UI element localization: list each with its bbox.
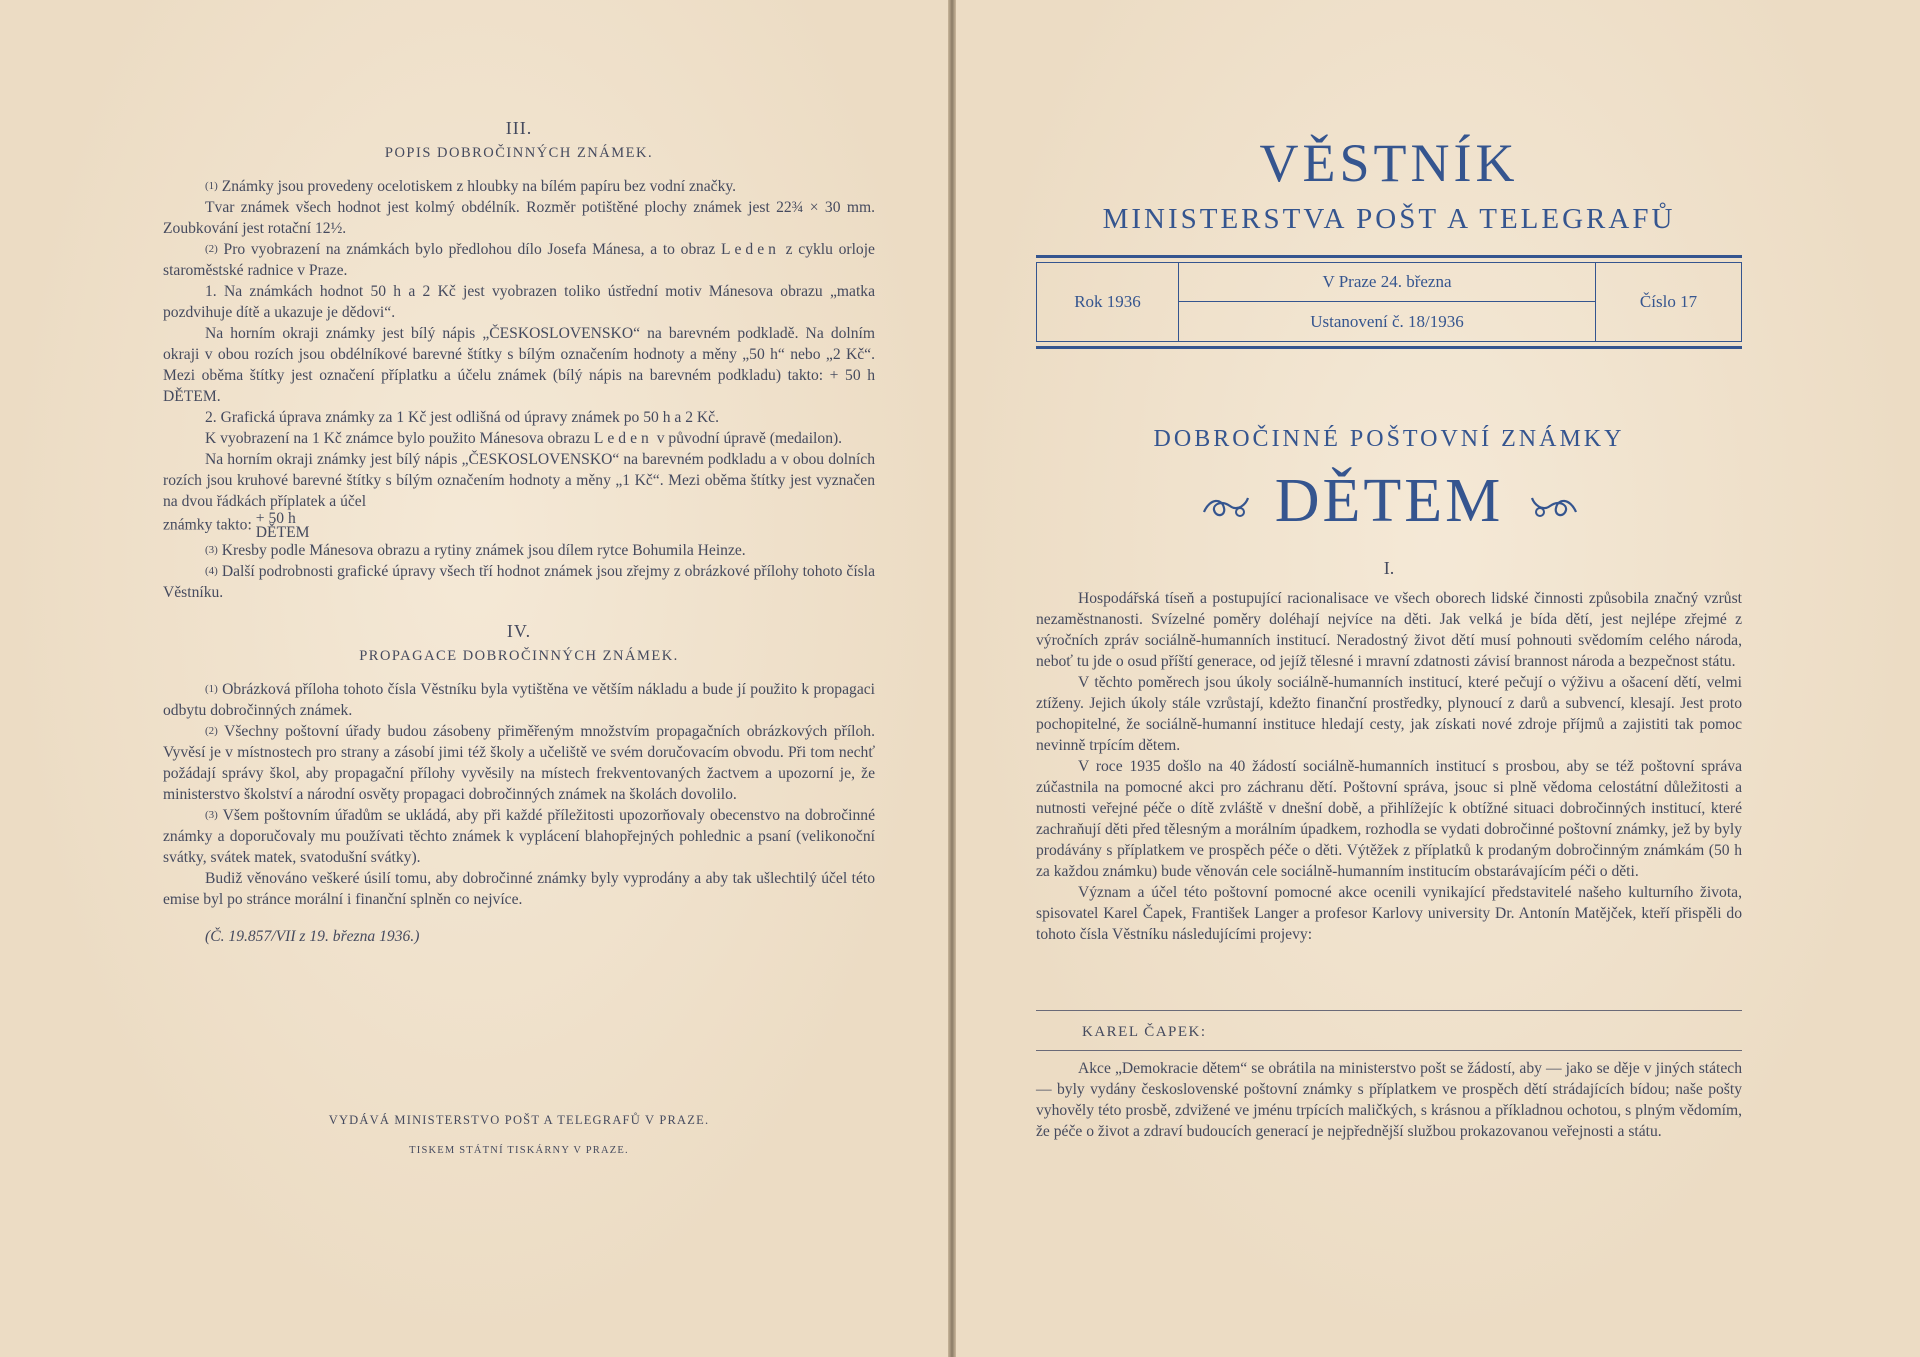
publisher-imprint: VYDÁVÁ MINISTERSTVO POŠT A TELEGRAFŮ V PRAZE. <box>328 1113 710 1127</box>
paragraph: (4) Další podrobnosti grafické úpravy všech tří hodnot známek jsou zřejmy z obrázkové přílohy tohoto čísla Věstníku. <box>163 563 875 601</box>
paragraph: (3) Všem poštovním úřadům se ukládá, aby při každé příležitosti upozorňovaly obecenstvo na dobročinné známky a doporučovaly mu používati těchto známek k vyplácení blahopřejných pohlednic a psaní (velikonoční svátky, svátek matek, svatodušní svátky). <box>163 807 875 866</box>
paragraph: V těchto poměrech jsou úkoly sociálně-humanních institucí, které pečují o výživu a ošacení dětí, velmi ztíženy. Jejich úkoly stále vzrůstají, kdežto finanční prostředky, plynoucí z darů a subvencí, klesají. Jest proto pochopitelné, že sociálně-humanní instituce hledají cesty, jak získati nové zdroje příjmů a zajistiti tak pomoc nevinně trpícím dětem. <box>1036 674 1742 754</box>
reference-number: (Č. 19.857/VII z 19. března 1936.) <box>205 928 420 945</box>
document-heading: DĚTEM <box>1274 467 1504 535</box>
document-title: DOBROČINNÉ POŠTOVNÍ ZNÁMKY <box>1153 426 1625 452</box>
paragraph: Tvar známek všech hodnot jest kolmý obdélník. Rozměr potištěné plochy známek jest 22¾ × 30 mm. Zoubkování jest rotační 12½. <box>163 199 875 237</box>
section-4-number: IV. <box>506 621 532 641</box>
paragraph: (1) Známky jsou provedeny ocelotiskem z hloubky na bílém papíru bez vodní značky. <box>205 178 737 195</box>
paragraph: Hospodářská tíseň a postupující racionalisace ve všech oborech lidské činnosti způsobila značný vzrůst nezaměstnanosti. Svízelné poměry doléhají nejvíce na děti. Jak velká je bída dětí, jest nejlépe zřejmé z výročních zpráv sociálně-humanních institucí. Neradostný život dětí musí pohnouti svědomím celého národa, neboť tu jde o osud příští generace, od jejíž tělesné i mravní zdatnosti závisí brannost národa a bezpečnost státu. <box>1036 590 1742 670</box>
paragraph: Budiž věnováno veškeré úsilí tomu, aby dobročinné známky byly vyprodány a aby tak ušlechtilý účel této emise byl po stránce morální i finanční splněn co nejvíce. <box>163 870 875 908</box>
paragraph: K vyobrazení na 1 Kč známce bylo použito Mánesova obrazu Leden v původní úpravě (medailon). <box>205 430 843 447</box>
issue-year: Rok 1936 <box>1037 263 1179 341</box>
paragraph: Akce „Demokracie dětem“ se obrátila na ministerstvo pošt se žádostí, aby — jako se děje v jiných státech — byly vydány československé poštovní známky s příplatkem ve prospěch dětí strádajících bídou; naše pošty vyhověly této prosbě, zdvižené ve jménu trpících maličkých, s krásnou a příkladnou ochotou, s plným vědomím, že péče o život a zdraví budoucích generací je nejpřednější službou prokazovanou veřejnosti a státu. <box>1036 1060 1742 1140</box>
masthead-title: VĚSTNÍK <box>1259 133 1519 193</box>
section-4-title: PROPAGACE DOBROČINNÝCH ZNÁMEK. <box>359 648 679 664</box>
issue-number: Číslo 17 <box>1595 263 1741 341</box>
paragraph: Na horním okraji známky jest bílý nápis „ČESKOSLOVENSKO“ na barevném podkladu a v obou dolních rozích jsou kruhové barevné štítky s bílým označením hodnoty a měny „1 Kč“. Mezi oběma štítky jest vyznačen na dvou řádkách příplatek a účel <box>163 451 875 510</box>
page-fold <box>948 0 956 1357</box>
masthead-subtitle: MINISTERSTVA POŠT A TELEGRAFŮ <box>1102 203 1676 235</box>
paragraph: (3) Kresby podle Mánesova obrazu a rytiny známek jsou dílem rytce Bohumila Heinze. <box>205 542 746 559</box>
section-3-number: III. <box>505 118 533 138</box>
section-1-body <box>1036 588 1742 945</box>
right-ornament-icon <box>1528 490 1580 520</box>
paragraph: Na horním okraji známky jest bílý nápis „ČESKOSLOVENSKO“ na barevném podkladě. Na dolním okraji v obou rozích jsou obdélníkové barevné štítky s bílým označením hodnoty a měny „50 h“ nebo „2 Kč“. Mezi oběma štítky jest označení příplatku a účelu známek (bílý nápis na barevném podkladu) takto: + 50 h DĚTEM. <box>163 325 875 405</box>
regulation-number: Ustanovení č. 18/1936 <box>1310 311 1464 331</box>
paragraph: 1. Na známkách hodnot 50 h a 2 Kč jest vyobrazen toliko ústřední motiv Mánesova obrazu „matka pozdvihuje dítě a ukazuje je dědovi“. <box>163 283 875 321</box>
paragraph: V roce 1935 došlo na 40 žádostí sociálně-humanních institucí s prosbou, aby se též poštovní správa zúčastnila na pomocné akci pro záchranu dětí. Poštovní správa, jsouc si plně vědoma celostátní důležitosti a nutnosti veřejné péče o dítě zvláště v dnešní době, a přihlížejíc k obtížné situaci dobročinných institucí, které zachraňují děti před tělesným a morálním úpadkem, rozhodla se vydati dobročinné poštovní známky, jež by byly prodávány s příplatkem ve prospěch péče o děti. Výtěžek z příplatků k prodaným dobročinným známkám (50 h za každou známku) bude věnován cele sociálně-humanním institucím obstarávajícím péči o děti. <box>1036 758 1742 880</box>
left-ornament-icon <box>1200 490 1252 520</box>
paragraph: (2) Všechny poštovní úřady budou zásobeny přiměřeným množstvím propagačních obrázkových příloh. Vyvěsí je v místnostech pro strany a zásobí jimi též školy a učeliště ve svém doručovacím obvodu. Při tom nechť požádají správy škol, aby propagační přílohy vyvěsily na místech frekventovaných žactvem a upozorní je, že ministerstvo školství a národní osvěty propagaci dobročinných známek na školách dovolilo. <box>163 723 875 803</box>
divider <box>1036 1050 1742 1051</box>
divider <box>1036 1010 1742 1011</box>
issue-date: V Praze 24. března <box>1179 263 1595 302</box>
paragraph: (1) Obrázková příloha tohoto čísla Věstníku byla vytištěna ve větším nákladu a bude jí použito k propagaci odbytu dobročinných známek. <box>163 681 875 719</box>
issue-header <box>1036 255 1742 349</box>
paragraph: Význam a účel této poštovní pomocné akce ocenili vynikající představitelé našeho kulturního života, spisovatel Karel Čapek, František Langer a profesor Karlovy university Dr. Antonín Matějček, kteří přispěli do tohoto čísla Věstníku následujícími projevy: <box>1036 884 1742 943</box>
section-1-number: I. <box>1383 558 1395 578</box>
paragraph: 2. Grafická úprava známky za 1 Kč jest odlišná od úpravy známek po 50 h a 2 Kč. <box>205 409 719 426</box>
section-3-title: POPIS DOBROČINNÝCH ZNÁMEK. <box>384 145 654 161</box>
capek-statement <box>1036 1058 1742 1142</box>
printer-imprint: TISKEM STÁTNÍ TISKÁRNY V PRAZE. <box>409 1145 629 1156</box>
section-3 <box>163 118 875 947</box>
fraction-line: známky takto: + 50 h DĚTEM <box>163 510 310 541</box>
paragraph: (2) Pro vyobrazení na známkách bylo předlohou dílo Josefa Mánesa, a to obraz Leden z cyklu orloje staroměstské radnice v Praze. <box>163 241 875 279</box>
author-name: KAREL ČAPEK: <box>1082 1024 1207 1040</box>
